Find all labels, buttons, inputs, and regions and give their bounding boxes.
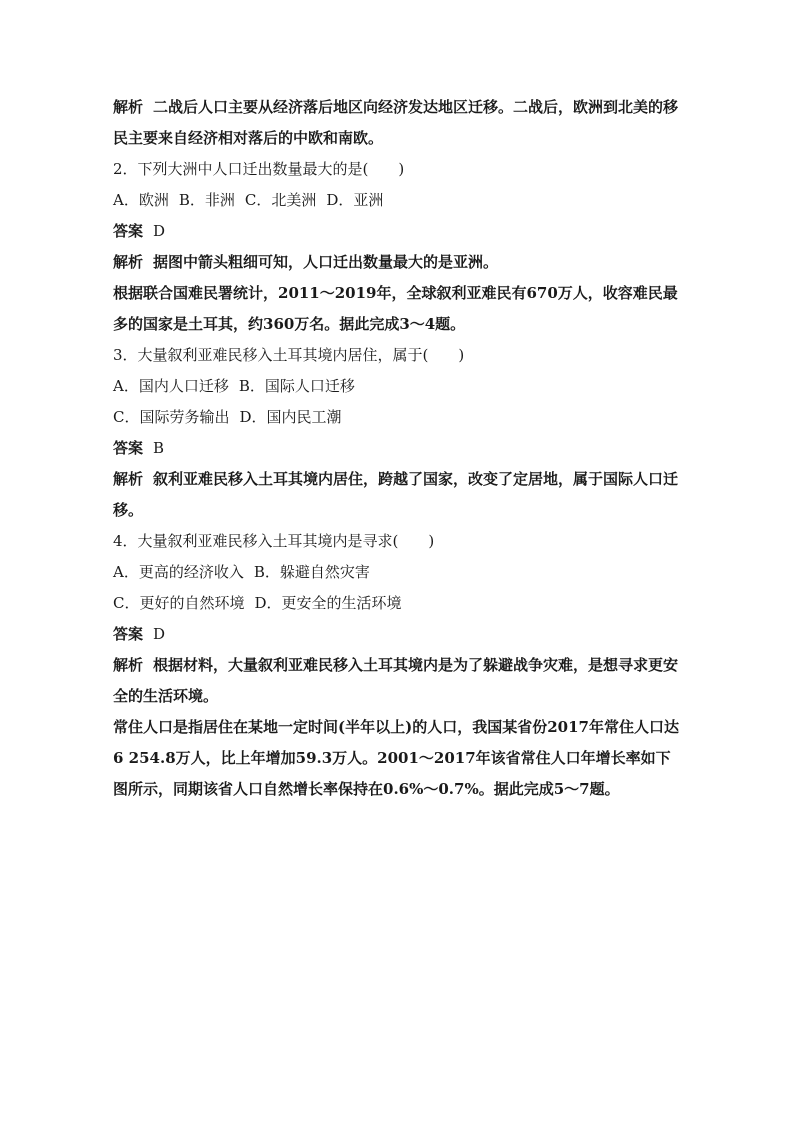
option-d: D．国内民工潮 [239, 408, 342, 426]
option-d: D．更安全的生活环境 [254, 594, 402, 612]
option-a: A．欧洲 [113, 191, 169, 209]
option-a: A．更高的经济收入 [113, 563, 244, 581]
analysis-paragraph-q1 [113, 92, 683, 154]
question-2-stem: 2．下列大洲中人口迁出数量最大的是( ) [113, 160, 405, 178]
analysis-text: 根据材料，大量叙利亚难民移入土耳其境内是为了躲避战争灾难，是想寻求更安全的生活环境。 [113, 656, 679, 705]
question-3-options-row-2 [113, 402, 683, 433]
answer-paragraph-q4 [113, 619, 683, 650]
answer-label: 答案 [113, 222, 144, 240]
option-a: A．国内人口迁移 [113, 377, 229, 395]
answer-value: B [153, 439, 165, 457]
answer-label: 答案 [113, 439, 144, 457]
analysis-paragraph-q4 [113, 650, 683, 712]
answer-paragraph-q3 [113, 433, 683, 464]
question-2-options [113, 185, 683, 216]
analysis-label: 解析 [113, 98, 144, 116]
option-b: B．国际人口迁移 [238, 377, 355, 395]
analysis-text: 据图中箭头粗细可知，人口迁出数量最大的是亚洲。 [153, 253, 499, 271]
analysis-label: 解析 [113, 656, 144, 674]
option-c: C．国际劳务输出 [113, 408, 230, 426]
material-paragraph-1: 根据联合国难民署统计，2011～2019年，全球叙利亚难民有670万人，收容难民最多的国家是土耳其，约360万名。据此完成3～4题。 [113, 284, 678, 333]
option-c: C．更好的自然环境 [113, 594, 245, 612]
question-4-options-row-2 [113, 588, 683, 619]
analysis-paragraph-q2 [113, 247, 683, 278]
option-b: B．非洲 [178, 191, 235, 209]
document-content [113, 92, 683, 805]
option-b: B．躲避自然灾害 [253, 563, 370, 581]
question-4-stem: 4．大量叙利亚难民移入土耳其境内是寻求( ) [113, 532, 435, 550]
analysis-text: 叙利亚难民移入土耳其境内居住，跨越了国家，改变了定居地，属于国际人口迁移。 [113, 470, 679, 519]
answer-paragraph-q2 [113, 216, 683, 247]
answer-value: D [153, 222, 166, 240]
question-3-stem: 3．大量叙利亚难民移入土耳其境内居住，属于( ) [113, 346, 465, 364]
answer-label: 答案 [113, 625, 144, 643]
option-c: C．北美洲 [244, 191, 317, 209]
analysis-text: 二战后人口主要从经济落后地区向经济发达地区迁移。二战后，欧洲到北美的移民主要来自经济相对落后的中欧和南欧。 [113, 98, 679, 147]
option-d: D．亚洲 [326, 191, 384, 209]
analysis-paragraph-q3 [113, 464, 683, 526]
answer-value: D [153, 625, 166, 643]
analysis-label: 解析 [113, 470, 144, 488]
question-3-options-row-1 [113, 371, 683, 402]
question-4-options-row-1 [113, 557, 683, 588]
analysis-label: 解析 [113, 253, 144, 271]
material-paragraph-2: 常住人口是指居住在某地一定时间(半年以上)的人口，我国某省份2017年常住人口达6 254.8万人，比上年增加59.3万人。2001～2017年该省常住人口年增长率如下图所示，同期该省人口自然增长率保持在0.6%～0.7%。据此完成5～7题。 [113, 718, 679, 798]
